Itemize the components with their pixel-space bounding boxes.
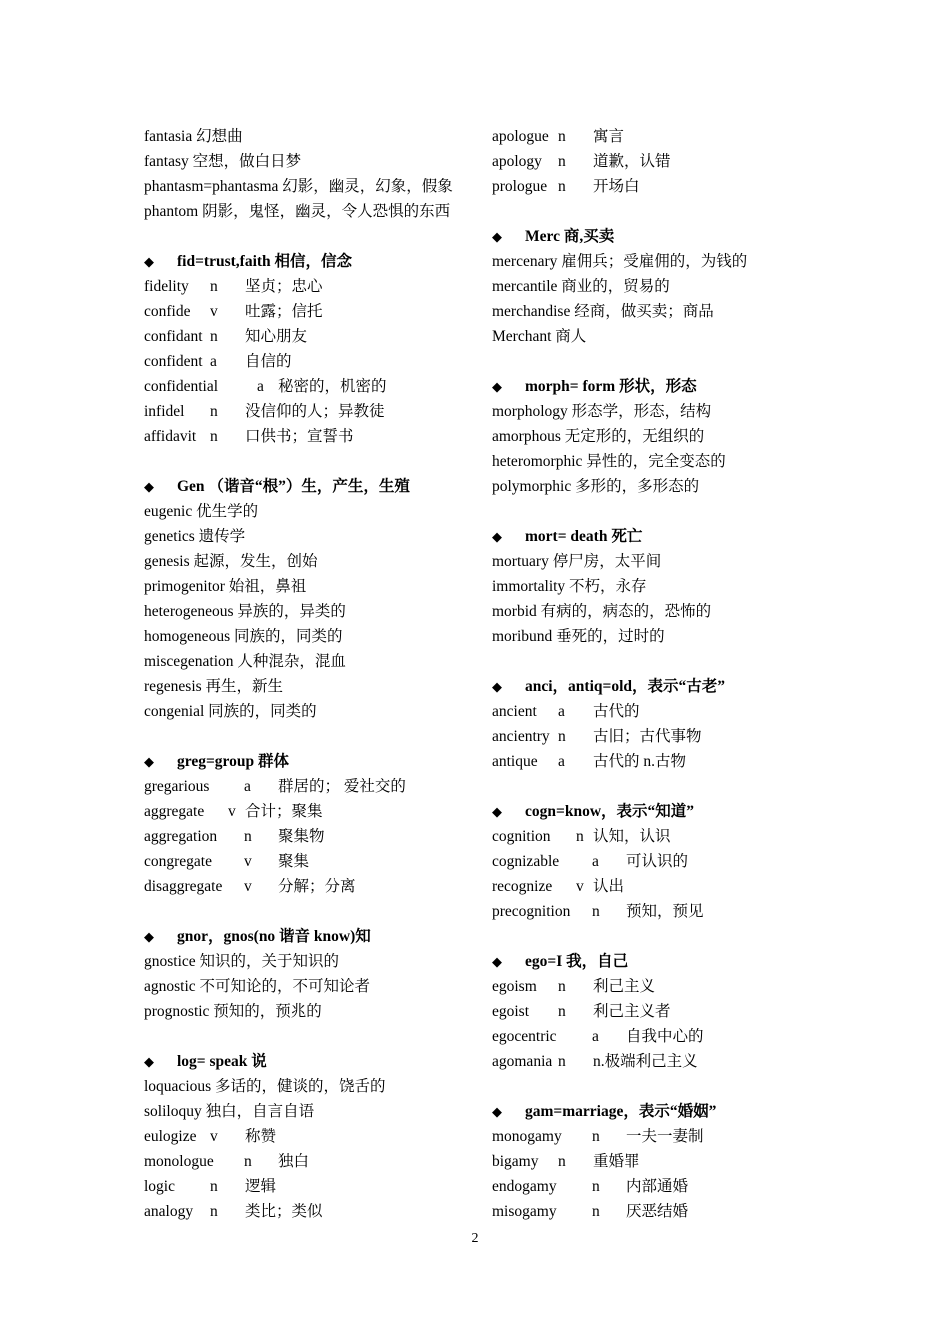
entry-word: cognition [492,828,551,845]
vocab-entry [492,124,822,149]
vocab-entry [144,299,474,324]
vocab-entry: Merchant 商人 [492,328,587,345]
section-heading-text: Merc 商,买卖 [525,228,615,245]
entry-meaning: 可认识的 [626,853,689,870]
vocab-entry [492,824,822,849]
entry-meaning: 知心朋友 [245,328,308,345]
entry-meaning: 吐露；信托 [245,303,323,320]
entry-meaning: 群居的； 爱社交的 [278,778,406,795]
entry-pos: n [592,1128,600,1145]
vocab-entry [144,399,474,424]
entry-word: confide [144,303,191,320]
spacer [492,924,822,949]
vocab-entry: mercenary 雇佣兵；受雇佣的，为钱的 [492,253,748,270]
vocab-entry [144,874,474,899]
diamond-bullet-icon: ◆ [492,954,502,969]
vocab-entry [492,849,822,874]
left-column [144,124,474,1224]
entry-word: apology [492,153,542,170]
entry-meaning: 一夫一妻制 [626,1128,704,1145]
section-heading [144,249,474,274]
entry-meaning: 古旧；古代事物 [593,728,702,745]
entry-meaning: 类比；类似 [245,1203,323,1220]
vocab-entry: moribund 垂死的，过时的 [492,628,665,645]
vocab-entry: mercantile 商业的，贸易的 [492,278,670,295]
entry-meaning: 古代的 n.古物 [593,753,687,770]
entry-word: antique [492,753,538,770]
vocab-entry [144,349,474,374]
entry-word: precognition [492,903,571,920]
entry-meaning: 古代的 [593,703,640,720]
vocab-entry: fantasia 幻想曲 [144,128,243,145]
entry-pos: n [558,1003,566,1020]
section-heading-text: gnor，gnos(no 谐音 know)知 [177,928,371,945]
vocab-entry: regenesis 再生，新生 [144,678,284,695]
spacer [144,1024,474,1049]
entry-word: egoist [492,1003,530,1020]
vocab-entry [492,749,822,774]
spacer [144,899,474,924]
vocab-entry [144,774,474,799]
entry-pos: n [558,1153,566,1170]
entry-pos: n [558,978,566,995]
entry-meaning: 认知，认识 [593,828,671,845]
section-heading [144,749,474,774]
entry-word: confident [144,353,203,370]
section-heading-text: log= speak 说 [177,1053,267,1070]
section-heading [492,524,822,549]
entry-word: ancientry [492,728,550,745]
entry-pos: n [210,278,218,295]
vocab-entry [144,1124,474,1149]
section-heading [144,924,474,949]
diamond-bullet-icon: ◆ [492,379,502,394]
entry-meaning: 利己主义 [593,978,656,995]
entry-word: prologue [492,178,548,195]
vocab-entry: immortality 不朽，永存 [492,578,647,595]
vocab-entry [144,849,474,874]
entry-meaning: 内部通婚 [626,1178,689,1195]
entry-meaning: 称赞 [245,1128,277,1145]
entry-meaning: 分解；分离 [278,878,356,895]
section-heading-text: ego=I 我，自己 [525,953,629,970]
entry-pos: a [257,378,264,395]
vocab-entry: genetics 遗传学 [144,528,246,545]
diamond-bullet-icon: ◆ [144,254,154,269]
vocab-entry: amorphous 无定形的，无组织的 [492,428,705,445]
vocab-entry [492,899,822,924]
section-heading [144,1049,474,1074]
vocab-entry: eugenic 优生学的 [144,503,259,520]
vocab-entry: phantasm=phantasma 幻影，幽灵，幻象，假象 [144,178,453,195]
spacer [492,199,822,224]
section-heading-text: morph= form 形状，形态 [525,378,697,395]
entry-pos: n [210,328,218,345]
diamond-bullet-icon: ◆ [144,1054,154,1069]
vocab-entry: merchandise 经商，做买卖；商品 [492,303,714,320]
vocab-entry [492,149,822,174]
entry-meaning: 聚集物 [278,828,325,845]
section-heading-text: mort= death 死亡 [525,528,643,545]
entry-word: monologue [144,1153,214,1170]
vocab-entry [144,799,474,824]
diamond-bullet-icon: ◆ [492,529,502,544]
spacer [492,1074,822,1099]
vocab-entry [492,174,822,199]
entry-meaning: 寓言 [593,128,625,145]
section-heading-text: gam=marriage，表示“婚姻” [525,1103,717,1120]
entry-meaning: 逻辑 [245,1178,277,1195]
entry-meaning: 开场白 [593,178,640,195]
entry-pos: n [558,128,566,145]
entry-meaning: 认出 [593,878,625,895]
vocab-entry [492,699,822,724]
vocab-entry: soliloquy 独白，自言自语 [144,1103,315,1120]
vocab-entry [492,1124,822,1149]
entry-word: analogy [144,1203,194,1220]
entry-meaning: 没信仰的人；异教徒 [245,403,385,420]
right-column [492,124,822,1224]
diamond-bullet-icon: ◆ [492,679,502,694]
vocab-entry: genesis 起源，发生，创始 [144,553,318,570]
vocab-entry [492,1024,822,1049]
entry-meaning: 重婚罪 [593,1153,640,1170]
entry-word: recognize [492,878,553,895]
spacer [492,649,822,674]
vocab-entry [492,1174,822,1199]
entry-meaning: 利己主义者 [593,1003,671,1020]
section-heading-text: Gen （谐音“根”）生，产生，生殖 [177,478,410,495]
entry-meaning: 独白 [278,1153,310,1170]
entry-pos: n [592,903,600,920]
vocab-entry: gnostice 知识的，关于知识的 [144,953,340,970]
vocab-entry: polymorphic 多形的，多形态的 [492,478,700,495]
entry-pos: n [592,1203,600,1220]
entry-pos: a [558,703,565,720]
diamond-bullet-icon: ◆ [144,929,154,944]
section-heading-text: greg=group 群体 [177,753,290,770]
entry-pos: v [210,303,218,320]
entry-word: affidavit [144,428,197,445]
entry-pos: n [210,403,218,420]
vocab-entry [144,1149,474,1174]
section-heading-text: cogn=know，表示“知道” [525,803,695,820]
section-heading-text: anci，antiq=old，表示“古老” [525,678,726,695]
section-heading-text: fid=trust,faith 相信，信念 [177,253,353,270]
entry-pos: a [244,778,251,795]
vocab-entry: prognostic 预知的，预兆的 [144,1003,322,1020]
entry-pos: n [210,1203,218,1220]
vocab-entry [144,1174,474,1199]
entry-pos: n [210,1178,218,1195]
entry-pos: a [558,753,565,770]
vocab-entry: agnostic 不可知论的，不可知论者 [144,978,371,995]
vocab-entry [492,1049,822,1074]
entry-word: egocentric [492,1028,557,1045]
entry-pos: n [558,178,566,195]
vocab-entry: heteromorphic 异性的，完全变态的 [492,453,726,470]
section-heading [492,374,822,399]
entry-word: congregate [144,853,212,870]
entry-meaning: 口供书；宣誓书 [245,428,354,445]
entry-meaning: 合计；聚集 [245,803,323,820]
diamond-bullet-icon: ◆ [492,1104,502,1119]
spacer [492,349,822,374]
section-heading [144,474,474,499]
entry-word: monogamy [492,1128,562,1145]
vocab-entry: morphology 形态学，形态，结构 [492,403,712,420]
entry-meaning: 坚贞；忠心 [245,278,323,295]
spacer [144,724,474,749]
diamond-bullet-icon: ◆ [492,804,502,819]
entry-meaning: 自我中心的 [626,1028,704,1045]
vocab-entry [144,274,474,299]
entry-word: gregarious [144,778,210,795]
spacer [492,499,822,524]
entry-pos: n [592,1178,600,1195]
vocab-entry [492,974,822,999]
entry-word: bigamy [492,1153,539,1170]
section-heading [492,224,822,249]
vocab-entry: phantom 阴影，鬼怪，幽灵，令人恐惧的东西 [144,203,451,220]
entry-word: eulogize [144,1128,197,1145]
entry-pos: n [210,428,218,445]
entry-word: confidant [144,328,203,345]
entry-pos: a [210,353,217,370]
entry-pos: n [558,153,566,170]
entry-word: infidel [144,403,185,420]
diamond-bullet-icon: ◆ [144,754,154,769]
entry-pos: v [228,803,236,820]
vocab-entry: primogenitor 始祖，鼻祖 [144,578,307,595]
entry-word: logic [144,1178,175,1195]
vocab-entry [492,999,822,1024]
diamond-bullet-icon: ◆ [144,479,154,494]
entry-word: ancient [492,703,537,720]
entry-pos: a [592,1028,599,1045]
entry-word: egoism [492,978,537,995]
vocab-entry [492,1199,822,1224]
vocab-entry [144,1199,474,1224]
entry-pos: n [244,1153,252,1170]
spacer [144,449,474,474]
section-heading [492,1099,822,1124]
vocab-entry [492,724,822,749]
vocab-entry: fantasy 空想，做白日梦 [144,153,302,170]
entry-pos: a [592,853,599,870]
entry-meaning: 预知，预见 [626,903,704,920]
vocab-entry [144,824,474,849]
entry-word: disaggregate [144,878,223,895]
entry-pos: v [244,878,252,895]
vocab-entry: homogeneous 同族的，同类的 [144,628,343,645]
entry-pos: n [576,828,584,845]
entry-word: misogamy [492,1203,557,1220]
vocab-entry: heterogeneous 异族的，异类的 [144,603,346,620]
vocab-entry [144,374,474,399]
spacer [144,224,474,249]
section-heading [492,799,822,824]
page-number: 2 [471,1231,479,1246]
vocab-entry: miscegenation 人种混杂，混血 [144,653,346,670]
entry-pos: n [558,728,566,745]
entry-pos: v [576,878,584,895]
entry-word: agomania [492,1053,553,1070]
vocab-entry: congenial 同族的，同类的 [144,703,317,720]
entry-meaning: 厌恶结婚 [626,1203,689,1220]
entry-meaning: 聚集 [278,853,310,870]
entry-word: confidential [144,378,219,395]
vocab-entry [492,1149,822,1174]
entry-pos: n [558,1053,566,1070]
entry-word: aggregation [144,828,218,845]
vocab-entry [144,324,474,349]
vocab-entry [492,874,822,899]
vocab-entry: mortuary 停尸房，太平间 [492,553,662,570]
entry-word: apologue [492,128,549,145]
spacer [492,774,822,799]
entry-word: endogamy [492,1178,557,1195]
entry-meaning: 秘密的，机密的 [278,378,387,395]
entry-meaning: n.极端利己主义 [593,1053,698,1070]
entry-pos: v [210,1128,218,1145]
vocab-entry: loquacious 多话的，健谈的，饶舌的 [144,1078,386,1095]
entry-word: aggregate [144,803,205,820]
section-heading [492,949,822,974]
entry-meaning: 道歉，认错 [593,153,671,170]
entry-pos: n [244,828,252,845]
entry-pos: v [244,853,252,870]
vocab-entry: morbid 有病的，病态的，恐怖的 [492,603,712,620]
diamond-bullet-icon: ◆ [492,229,502,244]
vocab-entry [144,424,474,449]
entry-word: cognizable [492,853,560,870]
entry-meaning: 自信的 [245,353,292,370]
entry-word: fidelity [144,278,189,295]
section-heading [492,674,822,699]
